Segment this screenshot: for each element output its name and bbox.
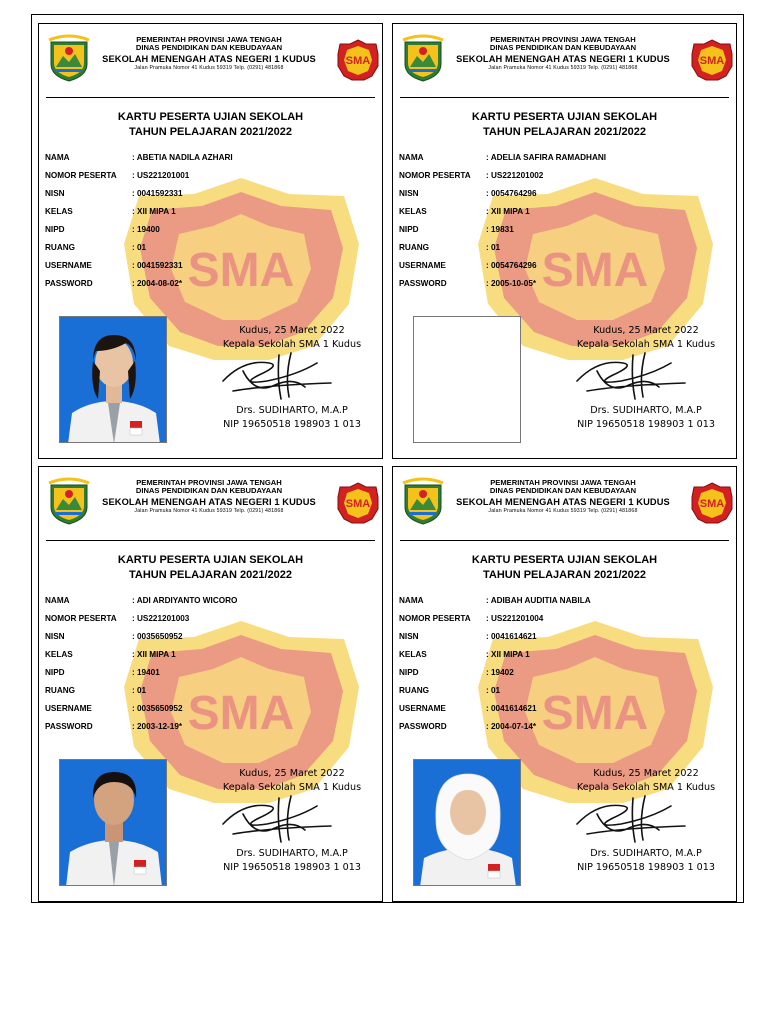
exam-card-4 bbox=[392, 466, 737, 902]
sma-school-logo-icon bbox=[690, 481, 734, 525]
field-kelas bbox=[45, 207, 345, 225]
card-title bbox=[393, 553, 736, 583]
signatory-nip: NIP 19650518 198903 1 013 bbox=[223, 419, 361, 430]
handwritten-signature-icon bbox=[573, 351, 688, 401]
field-nipd bbox=[45, 668, 345, 686]
field-label: NIPD bbox=[399, 668, 419, 677]
field-label: NOMOR PESERTA bbox=[45, 171, 117, 180]
signatory-name: Drs. SUDIHARTO, M.A.P bbox=[590, 848, 702, 859]
male-student-photo-icon bbox=[60, 760, 167, 886]
signatory-nip: NIP 19650518 198903 1 013 bbox=[223, 862, 361, 873]
field-value: : ADELIA SAFIRA RAMADHANI bbox=[486, 153, 607, 162]
field-value: : 19401 bbox=[132, 668, 160, 677]
field-username bbox=[45, 261, 345, 279]
card-title-line1: KARTU PESERTA UJIAN SEKOLAH bbox=[471, 554, 658, 566]
card-title-line2: TAHUN PELAJARAN 2021/2022 bbox=[128, 126, 293, 138]
field-label: KELAS bbox=[399, 207, 427, 216]
card-title-line1: KARTU PESERTA UJIAN SEKOLAH bbox=[117, 111, 304, 123]
participant-fields bbox=[45, 596, 345, 740]
field-value: : 01 bbox=[486, 686, 501, 695]
field-password bbox=[45, 279, 345, 297]
field-ruang bbox=[399, 243, 699, 261]
field-nisn bbox=[399, 632, 699, 650]
field-kelas bbox=[399, 650, 699, 668]
letterhead bbox=[84, 36, 334, 72]
field-label: RUANG bbox=[399, 686, 430, 695]
signature-place-date: Kudus, 25 Maret 2022 bbox=[239, 325, 345, 336]
field-username bbox=[399, 261, 699, 279]
card-title-line2: TAHUN PELAJARAN 2021/2022 bbox=[128, 569, 293, 581]
field-value: : 19402 bbox=[486, 668, 514, 677]
signature-position: Kepala Sekolah SMA 1 Kudus bbox=[576, 782, 716, 793]
field-label: RUANG bbox=[45, 243, 76, 252]
field-value: : 2004-08-02* bbox=[132, 279, 183, 288]
letterhead-school-name: SEKOLAH MENENGAH ATAS NEGERI 1 KUDUS bbox=[102, 496, 316, 507]
signature-block-bottom bbox=[561, 847, 731, 875]
signature-block-bottom bbox=[561, 404, 731, 432]
field-nama bbox=[399, 153, 699, 171]
field-label: NOMOR PESERTA bbox=[45, 614, 117, 623]
letterhead-address: Jalan Pramuka Nomor 41 Kudus 59319 Telp. (0291) 481868 bbox=[134, 507, 284, 514]
field-value: : 2003-12-19* bbox=[132, 722, 183, 731]
field-value: : 2005-10-05* bbox=[486, 279, 537, 288]
exam-card-3 bbox=[38, 466, 383, 902]
field-label: RUANG bbox=[399, 243, 430, 252]
letterhead-department: DINAS PENDIDIKAN DAN KEBUDAYAAN bbox=[489, 43, 637, 53]
signatory-name: Drs. SUDIHARTO, M.A.P bbox=[236, 405, 348, 416]
participant-fields bbox=[399, 596, 699, 740]
signature-place-date: Kudus, 25 Maret 2022 bbox=[239, 768, 345, 779]
letterhead-school-name: SEKOLAH MENENGAH ATAS NEGERI 1 KUDUS bbox=[102, 53, 316, 64]
letterhead bbox=[438, 479, 688, 515]
letterhead-school-name: SEKOLAH MENENGAH ATAS NEGERI 1 KUDUS bbox=[456, 496, 670, 507]
letterhead-divider bbox=[400, 540, 729, 541]
field-nama bbox=[45, 153, 345, 171]
signature-block-bottom bbox=[207, 847, 377, 875]
field-kelas bbox=[45, 650, 345, 668]
field-password bbox=[399, 722, 699, 740]
field-value: : ABETIA NADILA AZHARI bbox=[132, 153, 233, 162]
field-ruang bbox=[399, 686, 699, 704]
field-label: NOMOR PESERTA bbox=[399, 614, 471, 623]
handwritten-signature-icon bbox=[219, 794, 334, 844]
student-photo bbox=[59, 316, 167, 443]
card-title-line2: TAHUN PELAJARAN 2021/2022 bbox=[482, 126, 647, 138]
field-username bbox=[45, 704, 345, 722]
field-label: KELAS bbox=[45, 650, 73, 659]
field-kelas bbox=[399, 207, 699, 225]
card-title bbox=[39, 110, 382, 140]
field-value: : 0035650952 bbox=[132, 704, 183, 713]
field-ruang bbox=[45, 243, 345, 261]
card-title-line1: KARTU PESERTA UJIAN SEKOLAH bbox=[117, 554, 304, 566]
field-label: PASSWORD bbox=[399, 722, 447, 731]
field-value: : 0041592331 bbox=[132, 189, 183, 198]
field-value: : 0054764296 bbox=[486, 189, 537, 198]
field-nisn bbox=[399, 189, 699, 207]
field-nipd bbox=[399, 668, 699, 686]
female-student-photo-icon bbox=[60, 317, 167, 443]
field-value: : US221201002 bbox=[486, 171, 544, 180]
field-value: : 2004-07-14* bbox=[486, 722, 537, 731]
field-label: USERNAME bbox=[45, 704, 92, 713]
field-label: KELAS bbox=[45, 207, 73, 216]
field-value: : 01 bbox=[486, 243, 501, 252]
field-value: : 0054764296 bbox=[486, 261, 537, 270]
field-value: : ADI ARDIYANTO WICORO bbox=[132, 596, 238, 605]
field-value: : 19400 bbox=[132, 225, 160, 234]
field-value: : 01 bbox=[132, 243, 147, 252]
letterhead bbox=[84, 479, 334, 515]
handwritten-signature-icon bbox=[573, 794, 688, 844]
signature-block-bottom bbox=[207, 404, 377, 432]
field-nomor-peserta bbox=[45, 614, 345, 632]
field-value: : 0041614621 bbox=[486, 704, 537, 713]
field-value: : ADIBAH AUDITIA NABILA bbox=[486, 596, 591, 605]
letterhead-province: PEMERINTAH PROVINSI JAWA TENGAH bbox=[136, 478, 282, 487]
letterhead-department: DINAS PENDIDIKAN DAN KEBUDAYAAN bbox=[135, 43, 283, 53]
sma-school-logo-icon bbox=[690, 38, 734, 82]
field-label: KELAS bbox=[399, 650, 427, 659]
signature-position: Kepala Sekolah SMA 1 Kudus bbox=[222, 339, 362, 350]
signature-place-date: Kudus, 25 Maret 2022 bbox=[593, 325, 699, 336]
exam-card-2 bbox=[392, 23, 737, 459]
signature-place-date: Kudus, 25 Maret 2022 bbox=[593, 768, 699, 779]
exam-card-1 bbox=[38, 23, 383, 459]
field-nomor-peserta bbox=[399, 614, 699, 632]
card-title bbox=[39, 553, 382, 583]
letterhead-address: Jalan Pramuka Nomor 41 Kudus 59319 Telp. (0291) 481868 bbox=[488, 64, 638, 71]
letterhead-department: DINAS PENDIDIKAN DAN KEBUDAYAAN bbox=[135, 486, 283, 496]
field-label: NISN bbox=[399, 632, 419, 641]
letterhead-department: DINAS PENDIDIKAN DAN KEBUDAYAAN bbox=[489, 486, 637, 496]
field-label: NISN bbox=[45, 189, 65, 198]
field-value: : US221201004 bbox=[486, 614, 544, 623]
field-value: : XII MIPA 1 bbox=[132, 207, 176, 216]
field-nama bbox=[45, 596, 345, 614]
field-label: NAMA bbox=[45, 596, 70, 605]
participant-fields bbox=[45, 153, 345, 297]
signature-block-top bbox=[207, 324, 377, 352]
letterhead-school-name: SEKOLAH MENENGAH ATAS NEGERI 1 KUDUS bbox=[456, 53, 670, 64]
field-label: NOMOR PESERTA bbox=[399, 171, 471, 180]
letterhead-address: Jalan Pramuka Nomor 41 Kudus 59319 Telp. (0291) 481868 bbox=[488, 507, 638, 514]
field-nomor-peserta bbox=[399, 171, 699, 189]
field-label: USERNAME bbox=[45, 261, 92, 270]
signatory-name: Drs. SUDIHARTO, M.A.P bbox=[590, 405, 702, 416]
field-label: NISN bbox=[399, 189, 419, 198]
student-photo bbox=[413, 759, 521, 886]
signatory-nip: NIP 19650518 198903 1 013 bbox=[577, 419, 715, 430]
field-ruang bbox=[45, 686, 345, 704]
field-nisn bbox=[45, 189, 345, 207]
field-nipd bbox=[45, 225, 345, 243]
field-label: PASSWORD bbox=[399, 279, 447, 288]
field-value: : XII MIPA 1 bbox=[486, 207, 530, 216]
signatory-nip: NIP 19650518 198903 1 013 bbox=[577, 862, 715, 873]
signature-position: Kepala Sekolah SMA 1 Kudus bbox=[222, 782, 362, 793]
letterhead-divider bbox=[46, 97, 375, 98]
field-label: USERNAME bbox=[399, 261, 446, 270]
field-value: : 01 bbox=[132, 686, 147, 695]
field-label: PASSWORD bbox=[45, 722, 93, 731]
field-username bbox=[399, 704, 699, 722]
field-password bbox=[45, 722, 345, 740]
student-photo-empty-frame bbox=[413, 316, 521, 443]
field-nipd bbox=[399, 225, 699, 243]
letterhead-province: PEMERINTAH PROVINSI JAWA TENGAH bbox=[490, 478, 636, 487]
field-label: NAMA bbox=[45, 153, 70, 162]
letterhead-divider bbox=[400, 97, 729, 98]
field-label: NIPD bbox=[45, 668, 65, 677]
student-photo bbox=[59, 759, 167, 886]
sma-school-logo-icon bbox=[336, 38, 380, 82]
card-title bbox=[393, 110, 736, 140]
signature-position: Kepala Sekolah SMA 1 Kudus bbox=[576, 339, 716, 350]
field-value: : 19831 bbox=[486, 225, 514, 234]
signature-block-top bbox=[207, 767, 377, 795]
field-label: PASSWORD bbox=[45, 279, 93, 288]
field-value: : 0041614621 bbox=[486, 632, 537, 641]
field-label: RUANG bbox=[45, 686, 76, 695]
field-label: USERNAME bbox=[399, 704, 446, 713]
participant-fields bbox=[399, 153, 699, 297]
field-nisn bbox=[45, 632, 345, 650]
field-value: : US221201001 bbox=[132, 171, 190, 180]
letterhead bbox=[438, 36, 688, 72]
letterhead-province: PEMERINTAH PROVINSI JAWA TENGAH bbox=[136, 35, 282, 44]
field-label: NIPD bbox=[399, 225, 419, 234]
card-title-line2: TAHUN PELAJARAN 2021/2022 bbox=[482, 569, 647, 581]
letterhead-divider bbox=[46, 540, 375, 541]
letterhead-province: PEMERINTAH PROVINSI JAWA TENGAH bbox=[490, 35, 636, 44]
field-password bbox=[399, 279, 699, 297]
hijab-student-photo-icon bbox=[414, 760, 521, 886]
letterhead-address: Jalan Pramuka Nomor 41 Kudus 59319 Telp. (0291) 481868 bbox=[134, 64, 284, 71]
field-value: : 0041592331 bbox=[132, 261, 183, 270]
signature-block-top bbox=[561, 324, 731, 352]
field-label: NAMA bbox=[399, 596, 424, 605]
sma-school-logo-icon bbox=[336, 481, 380, 525]
signatory-name: Drs. SUDIHARTO, M.A.P bbox=[236, 848, 348, 859]
field-value: : XII MIPA 1 bbox=[132, 650, 176, 659]
field-value: : US221201003 bbox=[132, 614, 190, 623]
field-label: NAMA bbox=[399, 153, 424, 162]
field-label: NIPD bbox=[45, 225, 65, 234]
field-value: : XII MIPA 1 bbox=[486, 650, 530, 659]
field-value: : 0035650952 bbox=[132, 632, 183, 641]
field-nomor-peserta bbox=[45, 171, 345, 189]
signature-block-top bbox=[561, 767, 731, 795]
card-title-line1: KARTU PESERTA UJIAN SEKOLAH bbox=[471, 111, 658, 123]
field-label: NISN bbox=[45, 632, 65, 641]
field-nama bbox=[399, 596, 699, 614]
handwritten-signature-icon bbox=[219, 351, 334, 401]
